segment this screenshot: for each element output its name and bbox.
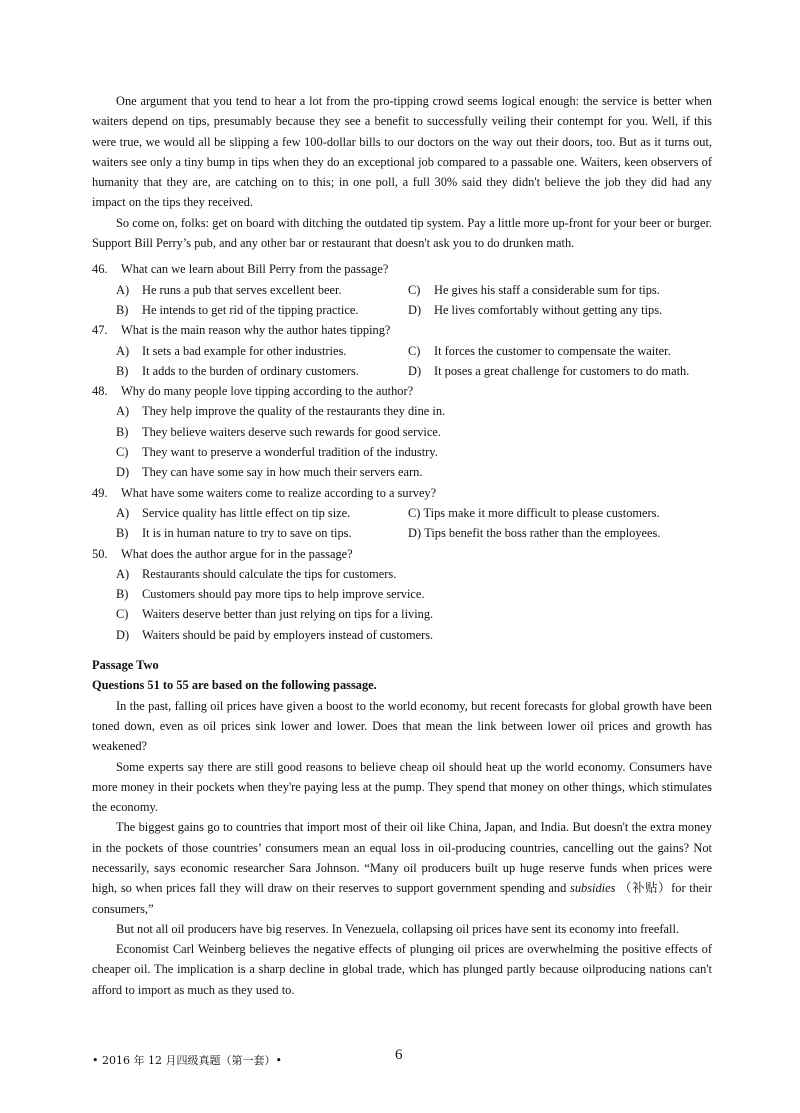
option-c[interactable]: C) He gives his staff a considerable sum for tips. [408, 282, 660, 297]
question-50 [92, 544, 712, 645]
question-46 [92, 259, 712, 320]
passage-two-paragraph: Economist Carl Weinberg believes the negative effects of plunging oil prices are overwhelming the positive effects of cheaper oil. The implication is a sharp decline in global trade, which has plunged partly because oilproducing nations can't afford to import as much as they used to. [92, 942, 712, 997]
passage-two-instruction: Questions 51 to 55 are based on the following passage. [92, 678, 377, 693]
question-49 [92, 483, 712, 544]
question-stem: Why do many people love tipping according to the author? [121, 384, 414, 399]
footer-label: • 2016 年 12 月四级真题（第一套）• [92, 1054, 282, 1067]
option-d[interactable]: D) It poses a great challenge for customers to do math. [408, 363, 690, 378]
question-number: 48. [92, 384, 108, 399]
option-c[interactable]: C) Waiters deserve better than just relying on tips for a living. [116, 607, 434, 622]
option-a[interactable]: A) Service quality has little effect on tip size. [116, 505, 351, 520]
question-stem: What does the author argue for in the passage? [121, 546, 353, 561]
option-a[interactable]: A) They help improve the quality of the restaurants they dine in. [116, 404, 446, 419]
option-b[interactable]: B) Customers should pay more tips to help improve service. [116, 587, 425, 602]
option-d[interactable]: D) Waiters should be paid by employers instead of customers. [116, 627, 434, 642]
option-b[interactable]: B) He intends to get rid of the tipping practice. [116, 302, 359, 317]
passage-two-title: Passage Two [92, 658, 159, 673]
option-b[interactable]: B) They believe waiters deserve such rewards for good service. [116, 424, 441, 439]
option-c[interactable]: C) They want to preserve a wonderful tradition of the industry. [116, 445, 438, 460]
option-b[interactable]: B) It is in human nature to try to save on tips. [116, 526, 352, 541]
page-number: 6 [395, 1047, 403, 1063]
passage-one-paragraph: So come on, folks: get on board with ditching the outdated tip system. Pay a little more up-front for your beer or burger. Support Bill Perry’s pub, and any other bar or restaurant that doesn't ask you to do drunken math. [92, 215, 712, 251]
passage-two-paragraph: The biggest gains go to countries that import most of their oil like China, Japan, and India. But doesn't the extra money in the pockets of those countries’ consumers mean an equal loss in oil-producing countries, cancelling out the gains? Not necessarily, says economic researcher Sara Johnson. “Many oil producers built up huge reserve funds when prices were high, so when prices fall they will draw on their reserves to support government spending and subsidies （补贴）for their consumers,” [92, 820, 712, 916]
question-stem: What is the main reason why the author hates tipping? [121, 323, 391, 338]
question-47 [92, 320, 712, 381]
option-d[interactable]: D) Tips benefit the boss rather than the employees. [408, 526, 661, 541]
term-gloss: （补贴） [619, 881, 672, 896]
question-stem: What have some waiters come to realize according to a survey? [121, 485, 437, 500]
passage-two-paragraph: In the past, falling oil prices have given a boost to the world economy, but recent forecasts for global growth have been toned down, even as oil prices sink lower and lower. Does that mean the link between lower oil prices and growth has weakened? [92, 698, 712, 754]
passage-two-paragraph: But not all oil producers have big reserves. In Venezuela, collapsing oil prices have sent its economy into freefall. [116, 921, 680, 936]
question-stem: What can we learn about Bill Perry from the passage? [121, 262, 389, 277]
option-b[interactable]: B) It adds to the burden of ordinary customers. [116, 363, 359, 378]
passage-two-paragraph: Some experts say there are still good reasons to believe cheap oil should heat up the world economy. Consumers have more money in their pockets when they're paying less at the pump. They spend that money on other things, which stimulates the economy. [92, 759, 712, 815]
option-d[interactable]: D) They can have some say in how much their servers earn. [116, 465, 423, 480]
option-a[interactable]: A) It sets a bad example for other industries. [116, 343, 347, 358]
option-a[interactable]: A) He runs a pub that serves excellent beer. [116, 282, 342, 297]
question-number: 49. [92, 485, 108, 500]
question-number: 50. [92, 546, 108, 561]
option-d[interactable]: D) He lives comfortably without getting any tips. [408, 302, 663, 317]
option-a[interactable]: A) Restaurants should calculate the tips for customers. [116, 566, 397, 581]
question-48 [92, 381, 712, 482]
page-content [92, 91, 712, 1000]
question-number: 46. [92, 262, 108, 277]
passage-one-paragraph: One argument that you tend to hear a lot from the pro-tipping crowd seems logical enough: the service is better when waiters depend on tips, presumably because they see a benefit to successfully veiling their contempt for you. Well, if this were true, we would all be slipping a few 100-dollar bills to our doctors on the way out their doors, too. But as it turns out, waiters see only a tiny bump in tips when they do an exceptional job compared to a passable one. Waiters, keen observers of humanity that they are, are catching on to this; in one poll, a full 30% said they didn't believe the job they did had any impact on the tips they received. [92, 94, 712, 210]
question-number: 47. [92, 323, 108, 338]
option-c[interactable]: C) Tips make it more difficult to please customers. [408, 505, 660, 520]
glossed-term: subsidies [570, 881, 616, 896]
option-c[interactable]: C) It forces the customer to compensate the waiter. [408, 343, 671, 358]
